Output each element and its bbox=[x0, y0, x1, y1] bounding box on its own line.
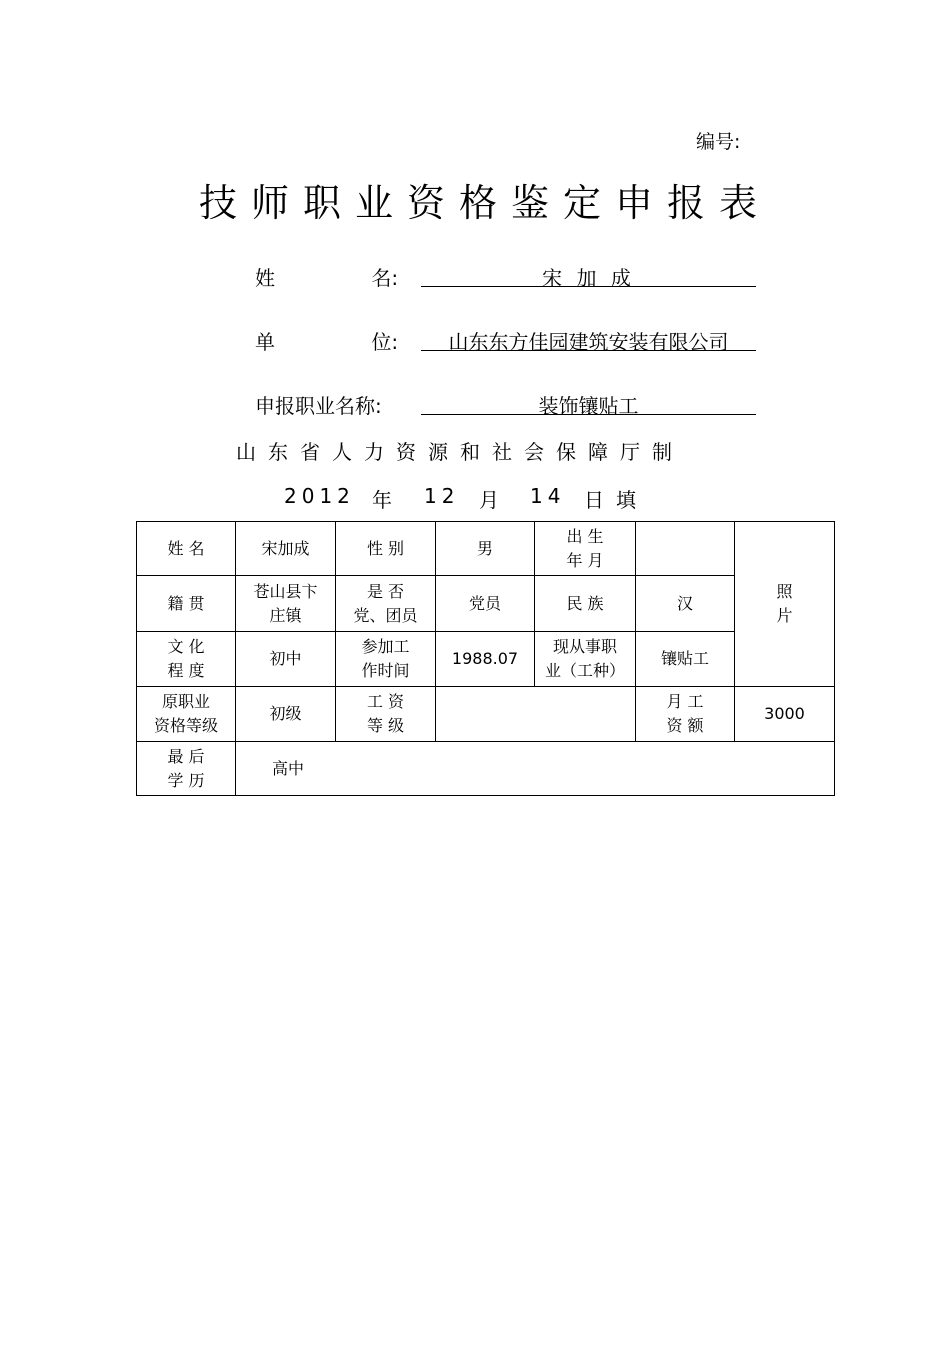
occupation-field-value: 装饰镶贴工 bbox=[421, 390, 756, 415]
cell-birth bbox=[636, 522, 735, 576]
cell-work-start: 1988.07 bbox=[436, 632, 535, 687]
cell-highest-edu-label: 最 后 学 历 bbox=[137, 742, 236, 796]
fill-year-unit: 年 bbox=[372, 488, 392, 512]
issuer-line: 山东省人力资源和社会保障厅制 bbox=[236, 440, 684, 464]
cell-party: 党员 bbox=[436, 576, 535, 632]
cell-education-label: 文 化 程 度 bbox=[137, 632, 236, 687]
unit-field-label: 单 位: bbox=[255, 330, 399, 354]
fill-year: 2012 bbox=[284, 484, 355, 508]
applicant-info-table bbox=[136, 521, 835, 796]
fill-month: 12 bbox=[424, 484, 460, 508]
name-field-label: 姓 名: bbox=[255, 266, 399, 290]
cell-origin-label: 籍 贯 bbox=[137, 576, 236, 632]
table-row bbox=[137, 632, 835, 687]
cell-work-start-label: 参加工 作时间 bbox=[336, 632, 436, 687]
cell-origin: 苍山县卞 庄镇 bbox=[236, 576, 336, 632]
form-title: 技师职业资格鉴定申报表 bbox=[198, 181, 771, 225]
table-row bbox=[137, 687, 835, 742]
serial-number-label: 编号: bbox=[696, 131, 741, 153]
occupation-field-label: 申报职业名称: bbox=[255, 394, 382, 418]
fill-day-unit: 日填 bbox=[584, 488, 648, 512]
cell-ethnicity-label: 民 族 bbox=[535, 576, 636, 632]
cell-wage-grade bbox=[436, 687, 636, 742]
cell-name-label: 姓 名 bbox=[137, 522, 236, 576]
cell-ethnicity: 汉 bbox=[636, 576, 735, 632]
cell-current-job: 镶贴工 bbox=[636, 632, 735, 687]
table-row bbox=[137, 522, 835, 576]
cell-current-job-label: 现从事职 业（工种） bbox=[535, 632, 636, 687]
cell-name: 宋加成 bbox=[236, 522, 336, 576]
cell-prev-level: 初级 bbox=[236, 687, 336, 742]
fill-day: 14 bbox=[530, 484, 566, 508]
cell-monthly-wage: 3000 bbox=[735, 687, 835, 742]
cell-party-label: 是 否 党、团员 bbox=[336, 576, 436, 632]
cell-highest-edu: 高中 bbox=[236, 742, 835, 796]
cell-prev-level-label: 原职业 资格等级 bbox=[137, 687, 236, 742]
cell-gender: 男 bbox=[436, 522, 535, 576]
table-row bbox=[137, 742, 835, 796]
cell-birth-label: 出 生 年 月 bbox=[535, 522, 636, 576]
cell-gender-label: 性 别 bbox=[336, 522, 436, 576]
cell-photo: 照 片 bbox=[735, 522, 835, 687]
table-row bbox=[137, 576, 835, 632]
cell-monthly-wage-label: 月 工 资 额 bbox=[636, 687, 735, 742]
name-field-value: 宋 加 成 bbox=[421, 262, 756, 287]
unit-field-value: 山东东方佳园建筑安装有限公司 bbox=[421, 326, 756, 351]
fill-month-unit: 月 bbox=[479, 488, 499, 512]
cell-education: 初中 bbox=[236, 632, 336, 687]
cell-wage-grade-label: 工 资 等 级 bbox=[336, 687, 436, 742]
